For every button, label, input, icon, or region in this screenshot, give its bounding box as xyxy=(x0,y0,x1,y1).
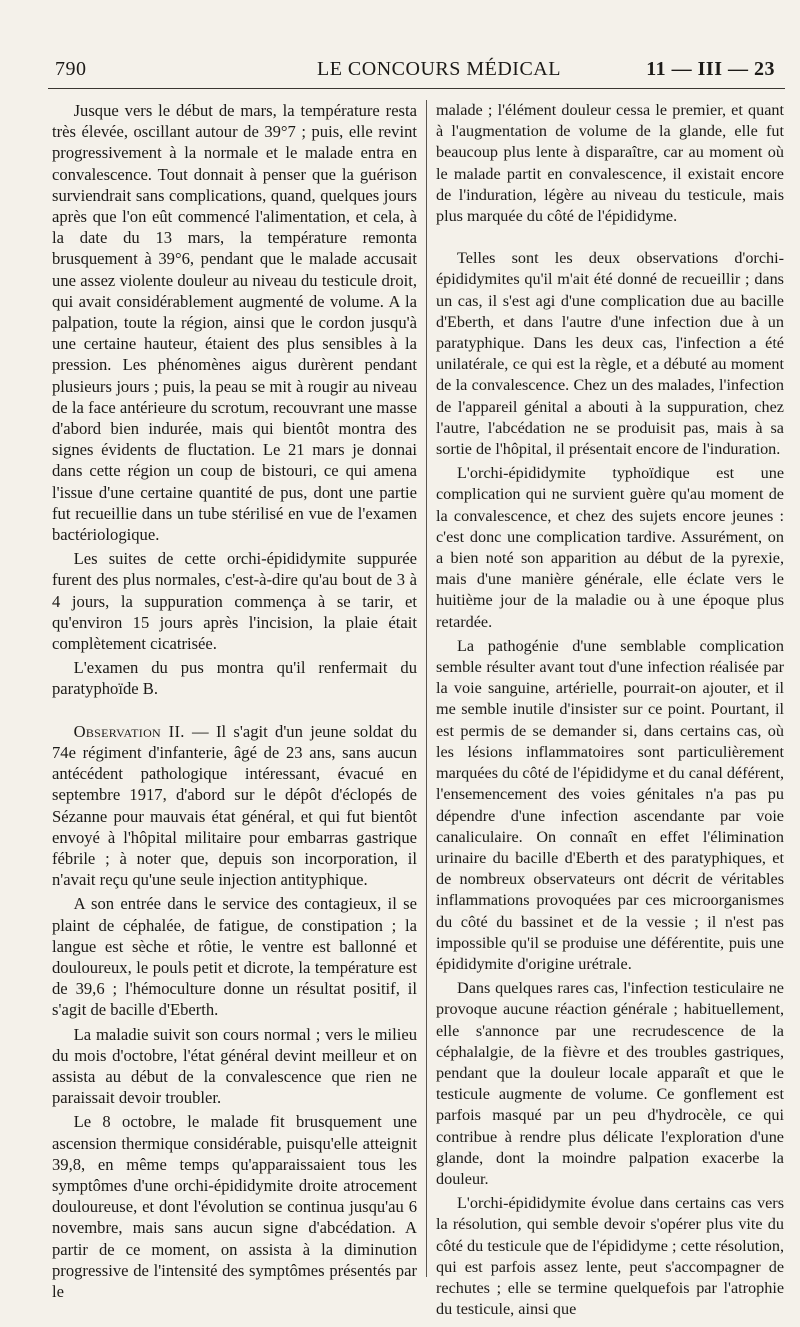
journal-title: LE CONCOURS MÉDICAL xyxy=(317,58,561,80)
paragraph: L'orchi-épididymite évolue dans certains cas vers la résolution, qui semble devoir s'opérer plus vite du côté du testicule que de l'épididyme ; cette résolution, qui est parfois assez lente, peut s'accompagner de rechutes ; elle se termine quelquefois par l'atrophie du testicule, ainsi que xyxy=(436,1194,784,1319)
left-column xyxy=(52,100,417,1302)
paragraph: La maladie suivit son cours normal ; vers le milieu du mois d'octobre, l'état général devint meilleur et on assista au début de la convalescence que rien ne paraissait devoir troubler. xyxy=(52,1024,417,1108)
paragraph: Dans quelques rares cas, l'infection testiculaire ne provoque aucune réaction générale ; habituellement, elle s'annonce par une recrudescence de la céphalalgie, de la fièvre et des troubles gastriques, pendant que la douleur locale apparaît et que le testicule augmente de volume. Ce gonflement est parfois masqué par un peu d'hydrocèle, ce qui contribue à rendre plus délicate l'exploration d'une glande, dont la moindre palpation exacerbe la douleur. xyxy=(436,979,784,1188)
issue-date: 11 — III — 23 xyxy=(646,58,775,80)
page-number: 790 xyxy=(55,58,87,80)
paragraph: Telles sont les deux observations d'orchi-épididymites qu'il m'ait été donné de recueillir ; dans un cas, il s'est agi d'une complication due au bacille d'Eberth, et dans l'autre d'une infection due à un paratyphique. Dans les deux cas, l'infection a été unilatérale, ce qui est la règle, et a débuté au moment de la convalescence. Chez un des malades, l'infection de l'appareil génital a abouti à la suppuration, chez l'autre, l'abcédation ne se produisit pas, mais à sa sortie de l'hôpital, il présentait encore de l'induration. xyxy=(436,249,784,459)
paragraph: Les suites de cette orchi-épididymite suppurée furent des plus normales, c'est-à-dire qu'au bout de 3 à 4 jours, la suppuration commença à se tarir, et qu'environ 15 jours après l'incision, la plaie était complètement cicatrisée. xyxy=(52,549,417,654)
paragraph: L'examen du pus montra qu'il renfermait du paratyphoïde B. xyxy=(52,658,417,699)
paragraph: Jusque vers le début de mars, la température resta très élevée, oscillant autour de 39°7 ; puis, elle revint progressivement à la normale et le malade entra en convalescence. Tout donnait à penser que la guérison surviendrait sans complications, quand, quelques jours après que l'on eût commencé l'alimentation, et cela, à la date du 13 mars, la température remonta brusquement à 39°6, pendant que le malade accusait une assez violente douleur au niveau du testicule droit, qui avait considérablement augmenté de volume. A la palpation, toute la région, ainsi que le cordon jusqu'à une certaine hauteur, étaient des plus sensibles à la pression. Les phénomènes aigus durèrent pendant plusieurs jours ; puis, la peau se mit à rougir au niveau de la face antérieure du scrotum, recouvrant une masse d'abord bien indurée, mais qui bientôt montra des signes évidents de fluctation. Le 21 mars je donnai dans cette région un coup de bistouri, ce qui amena l'issue d'une certaine quantité de pus, dont une partie fut recueillie dans un tube stérilisé en vue de l'examen bactériologique. xyxy=(52,101,417,545)
right-column xyxy=(436,100,784,1320)
header-rule xyxy=(48,88,785,89)
observation-paragraph xyxy=(52,721,417,891)
observation-text: — Il s'agit d'un jeune soldat du 74e régiment d'infanterie, âgé de 23 ans, sans aucun antécédent pathologique intéressant, évacué en septembre 1917, d'abord sur le dépôt d'éclopés de Sézanne pour mauvais état général, et qui fut bientôt envoyé à l'hôpital militaire pour embarras gastrique fébrile ; à noter que, depuis son incorporation, il n'avait reçu qu'une seule injection antityphique. xyxy=(52,721,417,890)
column-divider xyxy=(426,100,427,1277)
paragraph: Le 8 octobre, le malade fit brusquement une ascension thermique considérable, puisqu'elle atteignit 39,8, en même temps qu'apparaissaient tous les symptômes d'une orchi-épididymite droite atrocement douloureuse, et dont l'évolution se continua jusqu'au 6 novembre, mais sans aucun signe d'abcédation. A partir de ce moment, on assista à la diminution progressive de l'intensité des symptômes présentés par le xyxy=(52,1112,417,1301)
observation-label: Observation II. xyxy=(73,721,185,741)
paragraph: L'orchi-épididymite typhoïdique est une complication qui ne survient guère qu'au moment de la convalescence, et chez des sujets encore jeunes : c'est donc une complication tardive. Assurément, on a bien noté son apparition au début de la pyrexie, mais d'une manière générale, elle éclate vers le huitième jour de la maladie ou à une époque plus retardée. xyxy=(436,464,784,631)
paragraph: malade ; l'élément douleur cessa le premier, et quant à l'augmentation de volume de la glande, elle fut beaucoup plus lente à disparaître, car au moment où le malade partit en convalescence, il existait encore de l'induration, légère au niveau du testicule, mais plus marquée du côté de l'épididyme. xyxy=(436,101,784,226)
running-header xyxy=(55,58,775,86)
paragraph: A son entrée dans le service des contagieux, il se plaint de céphalée, de fatigue, de constipation ; la langue est sèche et rôtie, le ventre est ballonné et douloureux, le pouls petit et dicrote, la température est de 39,6 ; l'hémoculture donne un résultat positif, il s'agit de bacille d'Eberth. xyxy=(52,894,417,1020)
paragraph: La pathogénie d'une semblable complication semble résulter avant tout d'une infection réalisée par la voie sanguine, artérielle, pourrait-on ajouter, et il me semble inutile d'insister sur ce point. Pourtant, il est permis de se demander si, dans certains cas, où les lésions inflammatoires sont particulièrement marquées du côté de l'épididyme et du canal déférent, l'ensemencement des voies génitales n'a pas pu dépendre d'une infection ascendante par voie canaliculaire. On connaît en effet l'élimination urinaire du bacille d'Eberth et des paratyphiques, et de nombreux observateurs ont décrit de véritables inflammations provoquées par ces microorganismes du côté du bassinet et de la vessie ; il n'est pas impossible qu'il se produise une déférentite, puis une épididymite d'origine urétrale. xyxy=(436,636,784,973)
